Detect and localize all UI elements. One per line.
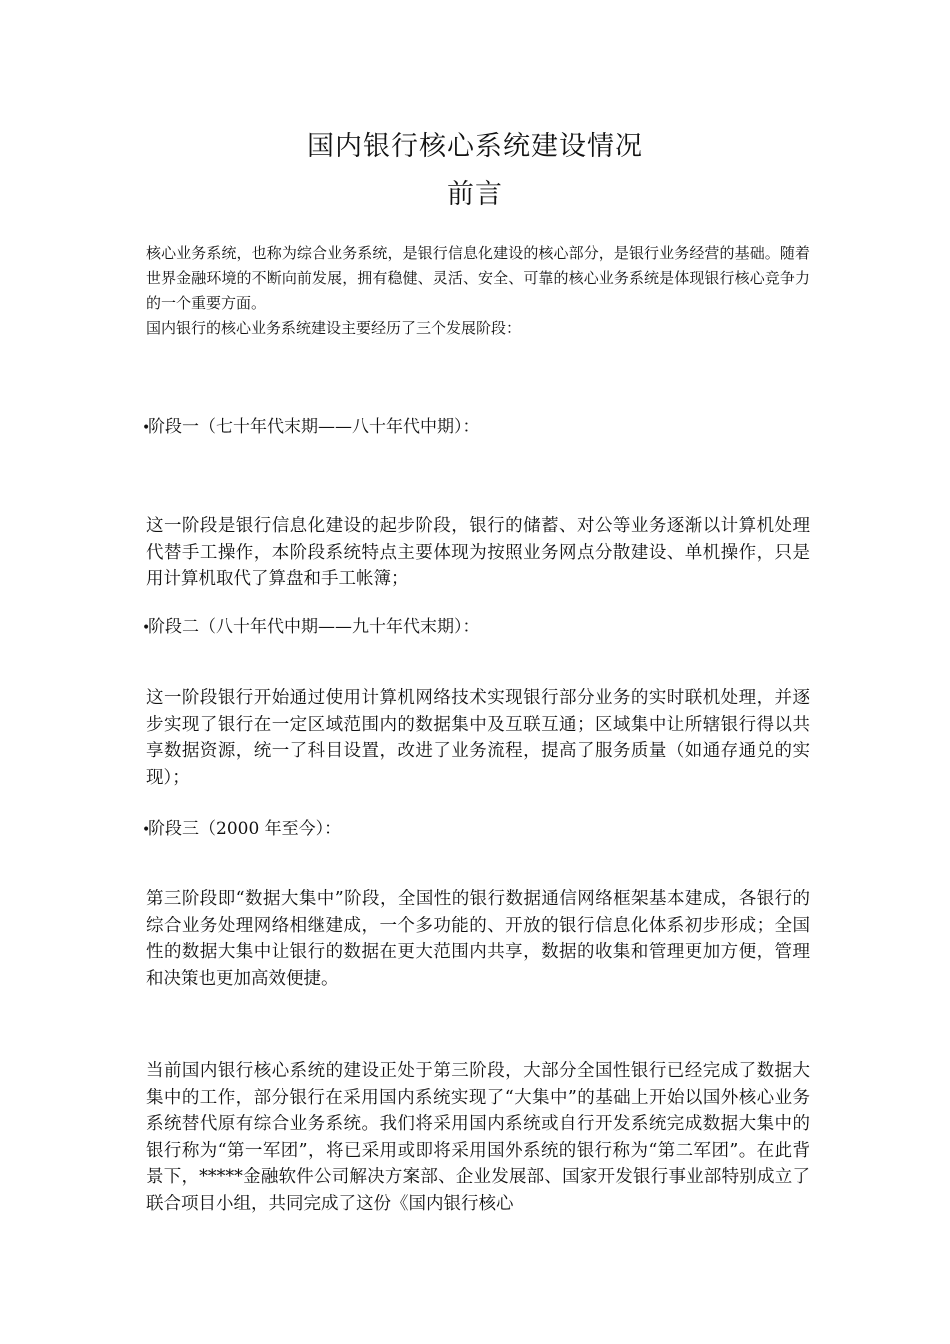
stage-heading-1 [142, 415, 802, 440]
bullet-icon: • [142, 822, 151, 838]
stage-heading-3 [142, 817, 802, 842]
intro-paragraph: 核心业务系统，也称为综合业务系统，是银行信息化建设的核心部分，是银行业务经营的基础。随着世界金融环境的不断向前发展，拥有稳健、灵活、安全、可靠的核心业务系统是体现银行核心竞争力的一个重要方面。 [146, 244, 810, 312]
stage-description-2: 这一阶段银行开始通过使用计算机网络技术实现银行部分业务的实时联机处理，并逐步实现了银行在一定区域范围内的数据集中及互联互通；区域集中让所辖银行得以共享数据资源，统一了科目设置，改进了业务流程，提高了服务质量（如通存通兑的实现）； [146, 688, 810, 788]
bullet-icon: • [142, 620, 151, 636]
intro-line: 国内银行的核心业务系统建设主要经历了三个发展阶段： [146, 319, 522, 337]
current-status-paragraph: 当前国内银行核心系统的建设正处于第三阶段，大部分全国性银行已经完成了数据大集中的工作，部分银行在采用国内系统实现了“大集中”的基础上开始以国外核心业务系统替代原有综合业务系统。我们将采用国内系统或自行开发系统完成数据大集中的银行称为“第一军团”，将已采用或即将采用国外系统的银行称为“第二军团”。在此背景下，*****金融软件公司解决方案部、企业发展部、国家开发银行事业部特别成立了联合项目小组，共同完成了这份《国内银行核心 [146, 1061, 810, 1214]
stage-heading-2 [142, 615, 802, 640]
stage-description-1: 这一阶段是银行信息化建设的起步阶段，银行的储蓄、对公等业务逐渐以计算机处理代替手工操作，本阶段系统特点主要体现为按照业务网点分散建设、单机操作，只是用计算机取代了算盘和手工帐簿； [146, 516, 810, 589]
document-title: 国内银行核心系统建设情况 [307, 131, 643, 162]
stage-heading-text: 阶段一（七十年代末期——八十年代中期）： [148, 417, 480, 437]
stage-heading-text: 阶段三（2000 年至今）： [148, 819, 342, 839]
stage-heading-text: 阶段二（八十年代中期——九十年代末期）： [148, 617, 480, 637]
bullet-icon: • [142, 420, 151, 436]
document-subtitle: 前言 [447, 179, 503, 210]
stage-description-3: 第三阶段即“数据大集中”阶段，全国性的银行数据通信网络框架基本建成，各银行的综合业务处理网络相继建成，一个多功能的、开放的银行信息化体系初步形成；全国性的数据大集中让银行的数据在更大范围内共享，数据的收集和管理更加方便，管理和决策也更加高效便捷。 [146, 889, 810, 989]
